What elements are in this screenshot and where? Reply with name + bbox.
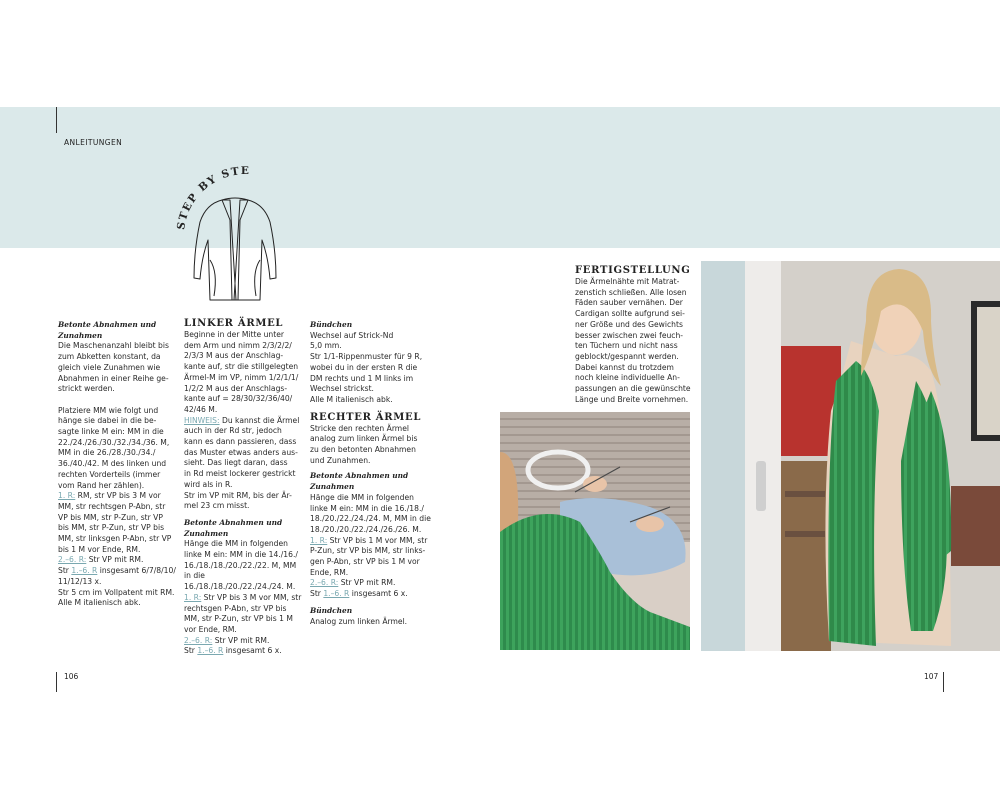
subheading-buendchen: Bündchen: [310, 605, 353, 615]
row-instruction: 2.–6. R: Str VP mit RM.: [58, 555, 144, 565]
page-number-left: 106: [64, 672, 79, 681]
subheading-betonte-abnahmen: Betonte Abnahmen und Zunahmen: [58, 320, 157, 340]
row-instruction: 1. R: RM, str VP bis 3 M vor: [58, 491, 161, 501]
paragraph: Die Maschenanzahl bleibt bis zum Abketten konstant, da gleich viele Zunahmen wie Abnahmen in einer Reihe ge- strickt werden.: [58, 341, 169, 394]
subheading-buendchen: Bündchen: [310, 320, 353, 329]
page-rule-left: [56, 672, 57, 692]
row-instruction-cont: P-Zun, str VP bis MM, str links- gen P-Abn, str VP bis 1 M vor Ende, RM.: [310, 546, 426, 577]
cardigan-icon: [170, 160, 300, 310]
row-instruction: 2.–6. R: Str VP mit RM.: [184, 635, 270, 645]
knitting-photo: [500, 412, 690, 650]
row-instruction: 1. R: Str VP bis 1 M vor MM, str: [310, 535, 428, 545]
subheading-betonte-abnahmen: Betonte Abnahmen und Zunahmen: [310, 471, 409, 492]
section-label: ANLEITUNGEN: [64, 138, 123, 147]
paragraph: Die Ärmelnähte mit Matrat- zenstich schließen. Alle losen Fäden sauber vernähen. Der Cardigan sollte aufgrund sei- ner Größe und des Gewichts besser zwischen zwei feuch- ten Tüchern und nicht nass geblockt/gespannt werden. Dabei kannst du trotzdem noch kleine individuelle An- passungen an die gewünschte Länge und Breite vornehmen.: [575, 277, 691, 404]
paragraph: Str 5 cm im Vollpatent mit RM. Alle M italienisch abk.: [58, 587, 175, 608]
column-2: [184, 317, 304, 657]
row-label: 2.–6. R:: [184, 635, 213, 645]
row-instruction: Str 1.–6. R insgesamt 6 x.: [310, 589, 408, 599]
row-label: 1. R:: [184, 592, 202, 602]
paragraph: Platziere MM wie folgt und hänge sie dabei in die be- sagte linke M ein: MM in die 22./24./26./30./32./34./36. M, MM in die 26./28./30./34./ 36./40./42. M des linken und rechten Vorderteils (immer vom Rand her zählen).: [58, 405, 170, 490]
hint: HINWEIS: Du kannst die Ärmel: [184, 415, 300, 425]
model-photo: [701, 261, 1000, 651]
row-instruction: Str 1.–6. R insgesamt 6/7/8/10/ 11/12/13 x.: [58, 566, 176, 586]
column-3: [310, 320, 435, 627]
page-rule-right: [943, 672, 944, 692]
paragraph: Analog zum linken Ärmel.: [310, 616, 408, 626]
row-instruction: 2.–6. R: Str VP mit RM.: [310, 578, 396, 588]
row-label: 1. R:: [58, 491, 76, 501]
row-instruction-cont: rechtsgen P-Abn, str VP bis MM, str P-Zun, str VP bis 1 M vor Ende, RM.: [184, 603, 293, 634]
model-image: [701, 261, 1000, 651]
paragraph: Beginne in der Mitte unter dem Arm und nimm 2/3/2/2/ 2/3/3 M aus der Anschlag- kante auf, str die stillgelegten Ärmel-M im VP, nimm 1/2/1/1/ 1/2/2 M aus der Anschlags- kante auf = 28/30/32/36/40/ 42/46 M.: [184, 330, 299, 414]
paragraph: Stricke den rechten Ärmel analog zum linken Ärmel bis zu den betonten Abnahmen und Zunahmen.: [310, 423, 418, 465]
header-band: [0, 107, 1000, 248]
heading-rechter-aermel: RECHTER ÄRMEL: [310, 411, 422, 423]
subheading-betonte-abnahmen: Betonte Abnahmen und Zunahmen: [184, 517, 283, 538]
hint-cont: auch in der Rd str, jedoch kann es dann passieren, dass das Muster etwas anders aus- sieht. Das liegt daran, dass in Rd meist lockerer gestrickt wird als in R.: [184, 426, 298, 489]
step-by-step-label: STEP BY STE: [175, 164, 251, 231]
row-label: 1.–6. R: [323, 589, 350, 599]
paragraph: Str im VP mit RM, bis der Är- mel 23 cm misst.: [184, 490, 292, 511]
section-rule: [56, 107, 57, 133]
column-4: [575, 264, 700, 405]
row-label: 2.–6. R:: [310, 578, 339, 588]
row-label: 1. R:: [310, 535, 328, 545]
page-number-right: 107: [924, 672, 939, 681]
heading-fertigstellung: FERTIGSTELLUNG: [575, 265, 691, 276]
paragraph: Wechsel auf Strick-Nd 5,0 mm. Str 1/1-Rippenmuster für 9 R, wobei du in der ersten R die DM rechts und 1 M links im Wechsel strickst. Alle M italienisch abk.: [310, 330, 423, 404]
row-label: 1.–6. R: [197, 646, 224, 656]
hint-label: HINWEIS:: [184, 415, 220, 425]
knitting-image: [500, 412, 690, 650]
paragraph: Hänge die MM in folgenden linke M ein: MM in die 14./16./ 16./18./18./20./22./22. M, MM in die 16./18./18./20./22./24./24. M.: [184, 539, 298, 592]
column-1: [58, 320, 178, 609]
heading-linker-aermel: LINKER ÄRMEL: [184, 318, 284, 329]
row-label: 1.–6. R: [71, 566, 98, 576]
row-instruction-cont: MM, str rechtsgen P-Abn, str VP bis MM, str P-Zun, str VP bis MM, str P-Zun, str VP bis MM, str linksgen P-Abn, str VP bis 1 M vor Ende, RM.: [58, 501, 172, 554]
row-instruction: 1. R: Str VP bis 3 M vor MM, str: [184, 592, 302, 602]
row-instruction: Str 1.–6. R insgesamt 6 x.: [184, 646, 282, 656]
step-by-step-illustration: [170, 160, 300, 310]
row-label: 2.–6. R:: [58, 555, 87, 565]
paragraph: Hänge die MM in folgenden linke M ein: MM in die 16./18./ 18./20./22./24./24. M, MM in die 18./20./20./22./24./26./26. M.: [310, 492, 431, 534]
